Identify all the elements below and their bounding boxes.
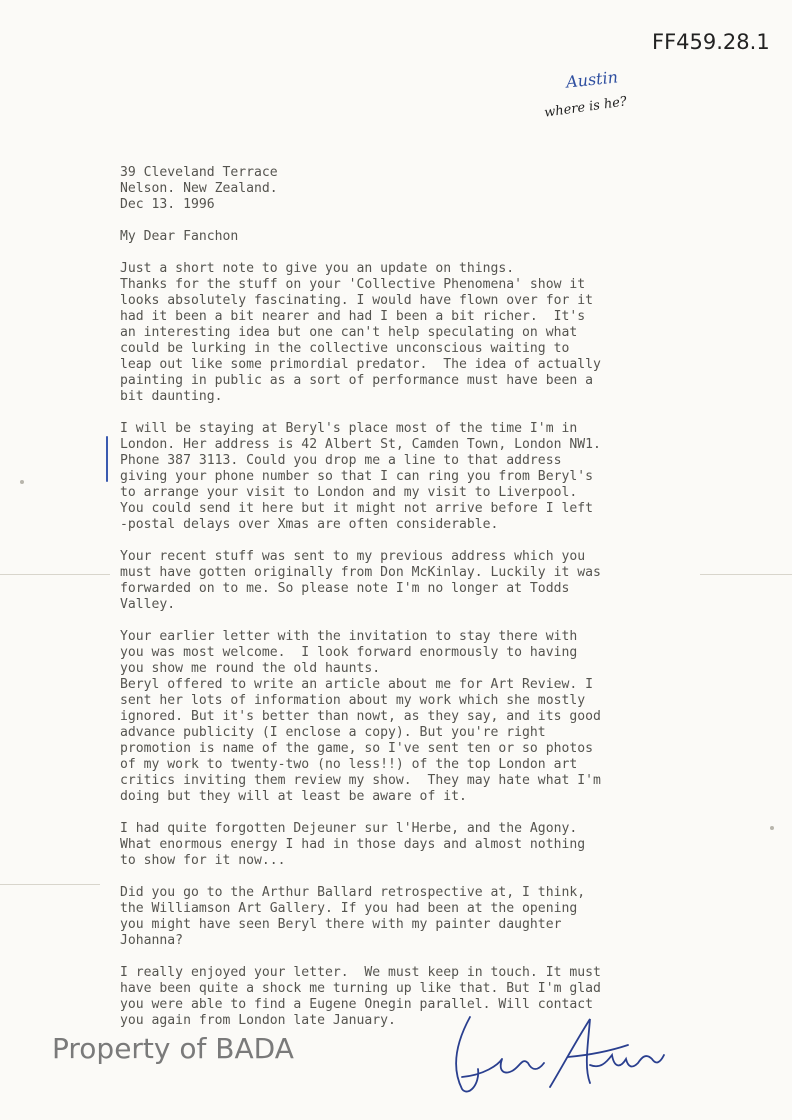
handwritten-question: where is he? <box>543 94 628 121</box>
letter-line: What enormous energy I had in those days and almost nothing <box>120 837 586 852</box>
letter-line: the Williamson Art Gallery. If you had been at the opening <box>120 901 578 916</box>
letter-line: of my work to twenty-two (no less!!) of the top London art <box>120 757 578 772</box>
letter-paragraph <box>120 821 740 869</box>
letter-paragraph <box>120 629 740 805</box>
letter-line: have been quite a shock me turning up like that. But I'm glad <box>120 981 601 996</box>
address-line: Nelson. New Zealand. <box>120 181 278 196</box>
letter-paragraphs <box>120 261 740 1029</box>
letter-line: could be lurking in the collective unconscious waiting to <box>120 341 570 356</box>
signature-scrawl <box>440 1005 680 1100</box>
letter-line: London. Her address is 42 Albert St, Camden Town, London NW1. <box>120 437 601 452</box>
address-line: 39 Cleveland Terrace <box>120 165 278 180</box>
letter-body <box>120 165 740 1045</box>
letter-line: had it been a bit nearer and had I been a bit richer. It's <box>120 309 586 324</box>
letter-line: promotion is name of the game, so I've sent ten or so photos <box>120 741 593 756</box>
letter-line: I had quite forgotten Dejeuner sur l'Herbe, and the Agony. <box>120 821 578 836</box>
letter-paragraph <box>120 421 740 533</box>
letter-line: Beryl offered to write an article about me for Art Review. I <box>120 677 593 692</box>
letter-line: leap out like some primordial predator. The idea of actually <box>120 357 601 372</box>
letter-line: critics inviting them review my show. They may hate what I'm <box>120 773 601 788</box>
letter-line: you again from London late January. <box>120 1013 396 1028</box>
letter-line: Thanks for the stuff on your 'Collective Phenomena' show it <box>120 277 586 292</box>
paper-crease <box>0 574 110 575</box>
letter-line: sent her lots of information about my work which she mostly <box>120 693 586 708</box>
greeting: My Dear Fanchon <box>120 229 239 244</box>
letter-line: ignored. But it's better than nowt, as they say, and its good <box>120 709 601 724</box>
letter-date: Dec 13. 1996 <box>120 197 215 212</box>
letter-line: to show for it now... <box>120 853 286 868</box>
letter-line: giving your phone number so that I can ring you from Beryl's <box>120 469 593 484</box>
paper-speck <box>770 826 774 830</box>
margin-mark <box>106 436 108 482</box>
letter-line: Phone 387 3113. Could you drop me a line to that address <box>120 453 562 468</box>
signature <box>440 1005 680 1104</box>
paper-crease <box>0 884 100 885</box>
letter-line: an interesting idea but one can't help speculating on what <box>120 325 578 340</box>
letter-paragraph <box>120 549 740 613</box>
paper-speck <box>20 480 24 484</box>
letter-line: I really enjoyed your letter. We must keep in touch. It must <box>120 965 601 980</box>
letter-line: painting in public as a sort of performance must have been a <box>120 373 593 388</box>
letter-line: Valley. <box>120 597 176 612</box>
letter-line: forwarded on to me. So please note I'm no longer at Todds <box>120 581 570 596</box>
letter-line: bit daunting. <box>120 389 223 404</box>
letter-paragraph <box>120 261 740 405</box>
letter-line: you show me round the old haunts. <box>120 661 381 676</box>
letter-line: advance publicity (I enclose a copy). But you're right <box>120 725 546 740</box>
letter-line: you were able to find a Eugene Onegin parallel. Will contact <box>120 997 593 1012</box>
letter-line: -postal delays over Xmas are often considerable. <box>120 517 499 532</box>
letter-line: Your earlier letter with the invitation to stay there with <box>120 629 578 644</box>
letter-line: must have gotten originally from Don McKinlay. Luckily it was <box>120 565 601 580</box>
reference-number: FF459.28.1 <box>652 30 770 54</box>
letter-line: You could send it here but it might not arrive before I left <box>120 501 593 516</box>
letter-line: Your recent stuff was sent to my previous address which you <box>120 549 586 564</box>
letter-line: Did you go to the Arthur Ballard retrospective at, I think, <box>120 885 586 900</box>
letter-line: Johanna? <box>120 933 184 948</box>
handwritten-name: Austin <box>565 67 619 92</box>
letter-line: you was most welcome. I look forward enormously to having <box>120 645 578 660</box>
letter-line: you might have seen Beryl there with my painter daughter <box>120 917 562 932</box>
sender-address <box>120 165 740 213</box>
letter-paragraph <box>120 885 740 949</box>
letter-line: I will be staying at Beryl's place most of the time I'm in <box>120 421 578 436</box>
watermark: Property of BADA <box>52 1032 294 1065</box>
letter-line: looks absolutely fascinating. I would have flown over for it <box>120 293 593 308</box>
letter-line: Just a short note to give you an update on things. <box>120 261 515 276</box>
letter-line: doing but they will at least be aware of it. <box>120 789 467 804</box>
letter-line: to arrange your visit to London and my visit to Liverpool. <box>120 485 578 500</box>
